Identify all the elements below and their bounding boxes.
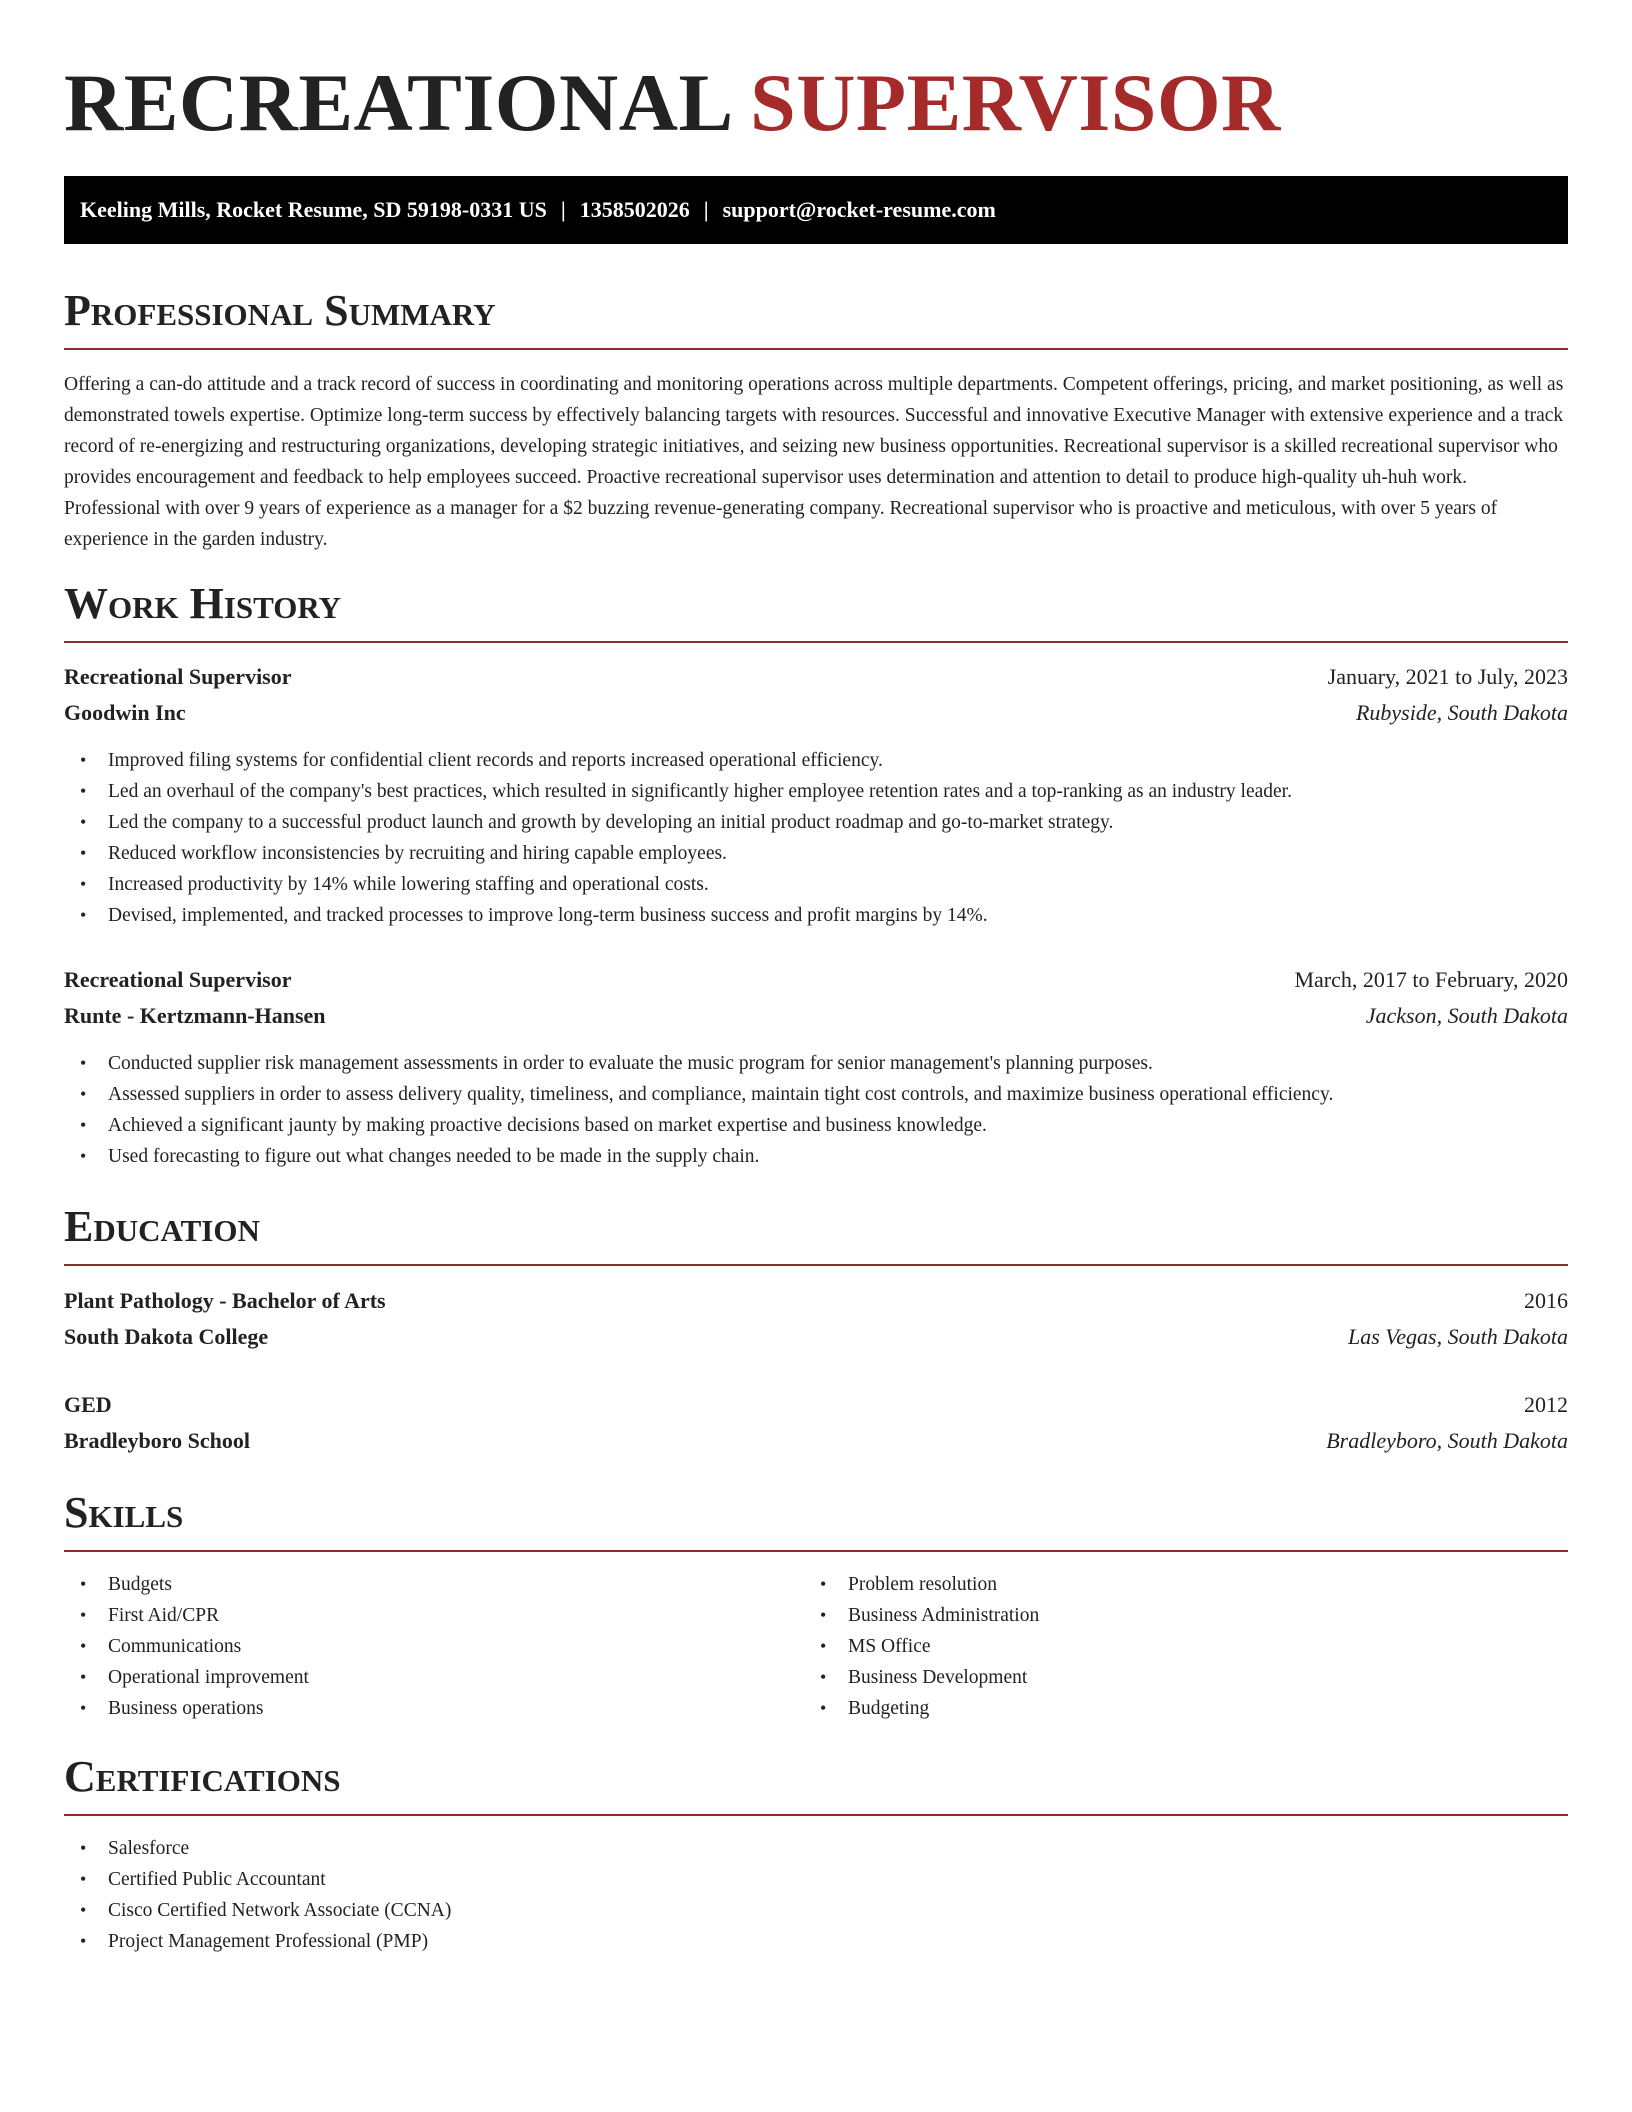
- list-item: • Assessed suppliers in order to assess delivery quality, timeliness, and compliance, maintain tight cost controls, and maximize business operational efficiency.: [64, 1079, 1568, 1110]
- list-item: • Led an overhaul of the company's best practices, which resulted in significantly higher employee retention rates and a top-ranking as an industry leader.: [64, 776, 1568, 807]
- education-heading: Education: [64, 1202, 1568, 1266]
- title-main: RECREATIONAL: [64, 57, 730, 148]
- list-item: • Improved filing systems for confidential client records and reports increased operational efficiency.: [64, 745, 1568, 776]
- job-header-row: [64, 660, 1568, 694]
- summary-text: Offering a can-do attitude and a track record of success in coordinating and monitoring operations across multiple departments. Competent offerings, pricing, and market positioning, as well as demonstrated towels expertise. Optimize long-term success by effectively balancing targets with resources. Successful and innovative Executive Manager with extensive experience and a track record of re-energizing and restructuring organizations, developing strategic initiatives, and seizing new business opportunities. Recreational supervisor is a skilled recreational supervisor who provides encouragement and feedback to help employees succeed. Proactive recreational supervisor uses determination and attention to detail to produce high-quality uh-huh work. Professional with over 9 years of experience as a manager for a $2 buzzing revenue-generating company. Recreational supervisor who is proactive and meticulous, with over 5 years of experience in the garden industry.: [64, 374, 1564, 550]
- list-item: • Business Development: [804, 1662, 1568, 1693]
- job-dates: January, 2021 to July, 2023: [1327, 664, 1568, 689]
- list-item: • Increased productivity by 14% while lowering staffing and operational costs.: [64, 869, 1568, 900]
- contact-phone: 1358502026: [579, 197, 690, 222]
- list-item: • Certified Public Accountant: [64, 1864, 1568, 1895]
- contact-separator: |: [560, 197, 566, 222]
- skills-heading: Skills: [64, 1488, 1568, 1552]
- contact-bar: [64, 176, 1568, 244]
- certifications-list: [64, 1833, 1568, 1957]
- list-item: • Reduced workflow inconsistencies by recruiting and hiring capable employees.: [64, 838, 1568, 869]
- contact-email: support@rocket-resume.com: [722, 197, 996, 222]
- list-item: • Communications: [64, 1631, 804, 1662]
- job-location: Rubyside, South Dakota: [1355, 700, 1568, 725]
- list-item: • Cisco Certified Network Associate (CCNA): [64, 1895, 1568, 1926]
- list-item: • Achieved a significant jaunty by making proactive decisions based on market expertise and business knowledge.: [64, 1110, 1568, 1141]
- education-year: 2016: [1524, 1288, 1568, 1313]
- job-bullets: [64, 745, 1568, 931]
- education-school-row: [64, 1424, 1568, 1458]
- education-header-row: [64, 1388, 1568, 1422]
- list-item: • Led the company to a successful product launch and growth by developing an initial product roadmap and go-to-market strategy.: [64, 807, 1568, 838]
- summary-heading: Professional Summary: [64, 286, 1568, 350]
- list-item: • Used forecasting to figure out what changes needed to be made in the supply chain.: [64, 1141, 1568, 1172]
- job-company: Runte - Kertzmann-Hansen: [64, 1003, 326, 1028]
- job-company: Goodwin Inc: [64, 700, 186, 725]
- list-item: • Business Administration: [804, 1600, 1568, 1631]
- education-degree: GED: [64, 1392, 112, 1417]
- job-header-row: [64, 963, 1568, 997]
- education-school: South Dakota College: [64, 1324, 269, 1349]
- list-item: • Business operations: [64, 1693, 804, 1724]
- list-item: • Devised, implemented, and tracked processes to improve long-term business success and profit margins by 14%.: [64, 900, 1568, 931]
- education-year: 2012: [1524, 1392, 1568, 1417]
- list-item: • MS Office: [804, 1631, 1568, 1662]
- job-dates: March, 2017 to February, 2020: [1294, 967, 1568, 992]
- education-degree: Plant Pathology - Bachelor of Arts: [64, 1288, 386, 1313]
- list-item: • Salesforce: [64, 1833, 1568, 1864]
- list-item: • First Aid/CPR: [64, 1600, 804, 1631]
- list-item: • Budgeting: [804, 1693, 1568, 1724]
- education-location: Bradleyboro, South Dakota: [1326, 1428, 1568, 1453]
- list-item: • Project Management Professional (PMP): [64, 1926, 1568, 1957]
- education-location: Las Vegas, South Dakota: [1348, 1324, 1568, 1349]
- title-accent: SUPERVISOR: [750, 57, 1281, 148]
- contact-address: Keeling Mills, Rocket Resume, SD 59198-0331 US: [80, 197, 547, 222]
- job-bullets: [64, 1048, 1568, 1172]
- job-title: Recreational Supervisor: [64, 664, 292, 689]
- skills-list-right: [804, 1569, 1568, 1724]
- job-location: Jackson, South Dakota: [1365, 1003, 1568, 1028]
- job-company-row: [64, 999, 1568, 1033]
- education-school: Bradleyboro School: [64, 1428, 251, 1453]
- education-header-row: [64, 1284, 1568, 1318]
- job-company-row: [64, 696, 1568, 730]
- education-school-row: [64, 1320, 1568, 1354]
- list-item: • Problem resolution: [804, 1569, 1568, 1600]
- resume-title: [64, 0, 1568, 148]
- contact-separator: |: [703, 197, 709, 222]
- certifications-heading: Certifications: [64, 1752, 1568, 1816]
- work-history-heading: Work History: [64, 579, 1568, 643]
- list-item: • Conducted supplier risk management assessments in order to evaluate the music program for senior management's planning purposes.: [64, 1048, 1568, 1079]
- list-item: • Operational improvement: [64, 1662, 804, 1693]
- resume-page: [64, 0, 1568, 1952]
- job-title: Recreational Supervisor: [64, 967, 292, 992]
- skills-list-left: [64, 1569, 804, 1724]
- list-item: • Budgets: [64, 1569, 804, 1600]
